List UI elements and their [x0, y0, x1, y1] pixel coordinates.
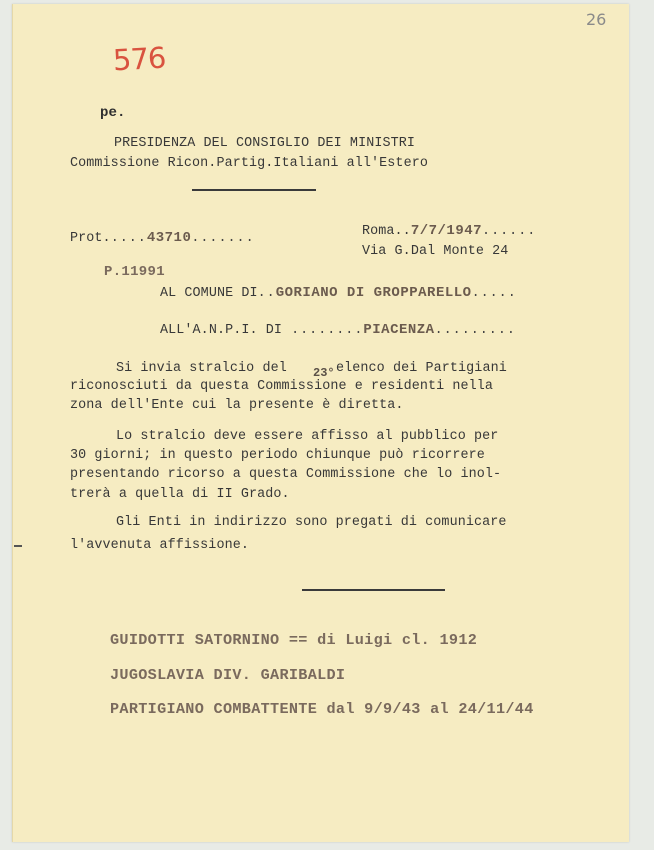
header-underline — [192, 189, 316, 191]
prot-dots: .... — [110, 231, 147, 246]
record-line-1: GUIDOTTI SATORNINO == di Luigi cl. 1912 — [110, 631, 478, 649]
record-line-2: JUGOSLAVIA DIV. GARIBALDI — [110, 666, 346, 684]
para1-line3: zona dell'Ente cui la presente è diretta. — [70, 398, 404, 413]
para1-line2: riconosciuti da questa Commissione e residenti nella — [70, 379, 494, 394]
para2-line4: trerà a quella di II Grado. — [70, 487, 290, 502]
para1-line1a: Si invia stralcio del — [116, 361, 287, 376]
address: Via G.Dal Monte 24 — [362, 244, 509, 259]
ref-number: P.11991 — [104, 264, 165, 280]
initials: pe. — [100, 105, 126, 121]
prot-label: Prot. — [70, 231, 111, 246]
separator-rule — [302, 589, 445, 591]
para3-line2: l'avvenuta affissione. — [70, 538, 249, 553]
date-value: 7/7/1947 — [410, 223, 483, 239]
para2-line2: 30 giorni; in questo periodo chiunque può ricorrere — [70, 448, 485, 463]
para2-line1: Lo stralcio deve essere affisso al pubblico per — [116, 429, 499, 444]
para3-line1: Gli Enti in indirizzo sono pregati di comunicare — [116, 515, 507, 530]
anpi-dots-trailing: ......... — [434, 323, 516, 338]
anpi-value: PIACENZA — [363, 322, 435, 338]
roma-label: Roma.. — [362, 224, 411, 239]
prot-dots-trailing: ....... — [191, 231, 255, 246]
header-line-2: Commissione Ricon.Partig.Italiani all'Estero — [70, 156, 428, 171]
comune-value: GORIANO DI GROPPARELLO — [275, 285, 472, 301]
anpi-label: ALL'A.N.P.I. DI — [160, 323, 283, 338]
date-dots: ...... — [482, 224, 537, 239]
comune-label: AL COMUNE DI — [160, 286, 258, 301]
date-line — [362, 224, 536, 238]
comune-dots-trailing: ..... — [471, 286, 517, 301]
anpi-line — [160, 323, 516, 337]
header-line-1: PRESIDENZA DEL CONSIGLIO DEI MINISTRI — [114, 136, 416, 151]
anpi-dots: ........ — [282, 323, 364, 338]
para2-line3: presentando ricorso a questa Commissione che lo inol- — [70, 467, 502, 482]
para1-line1b: elenco dei Partigiani — [336, 361, 507, 376]
elenco-number: 23° — [313, 366, 335, 380]
prot-line — [70, 231, 255, 245]
margin-mark — [14, 545, 22, 547]
record-line-3: PARTIGIANO COMBATTENTE dal 9/9/43 al 24/11/44 — [110, 700, 534, 718]
pencil-page-number: 26 — [586, 10, 607, 29]
red-handwritten-number: 576 — [112, 40, 167, 78]
prot-number: 43710 — [146, 230, 192, 246]
comune-line — [160, 286, 517, 300]
comune-dots: .. — [257, 286, 276, 301]
